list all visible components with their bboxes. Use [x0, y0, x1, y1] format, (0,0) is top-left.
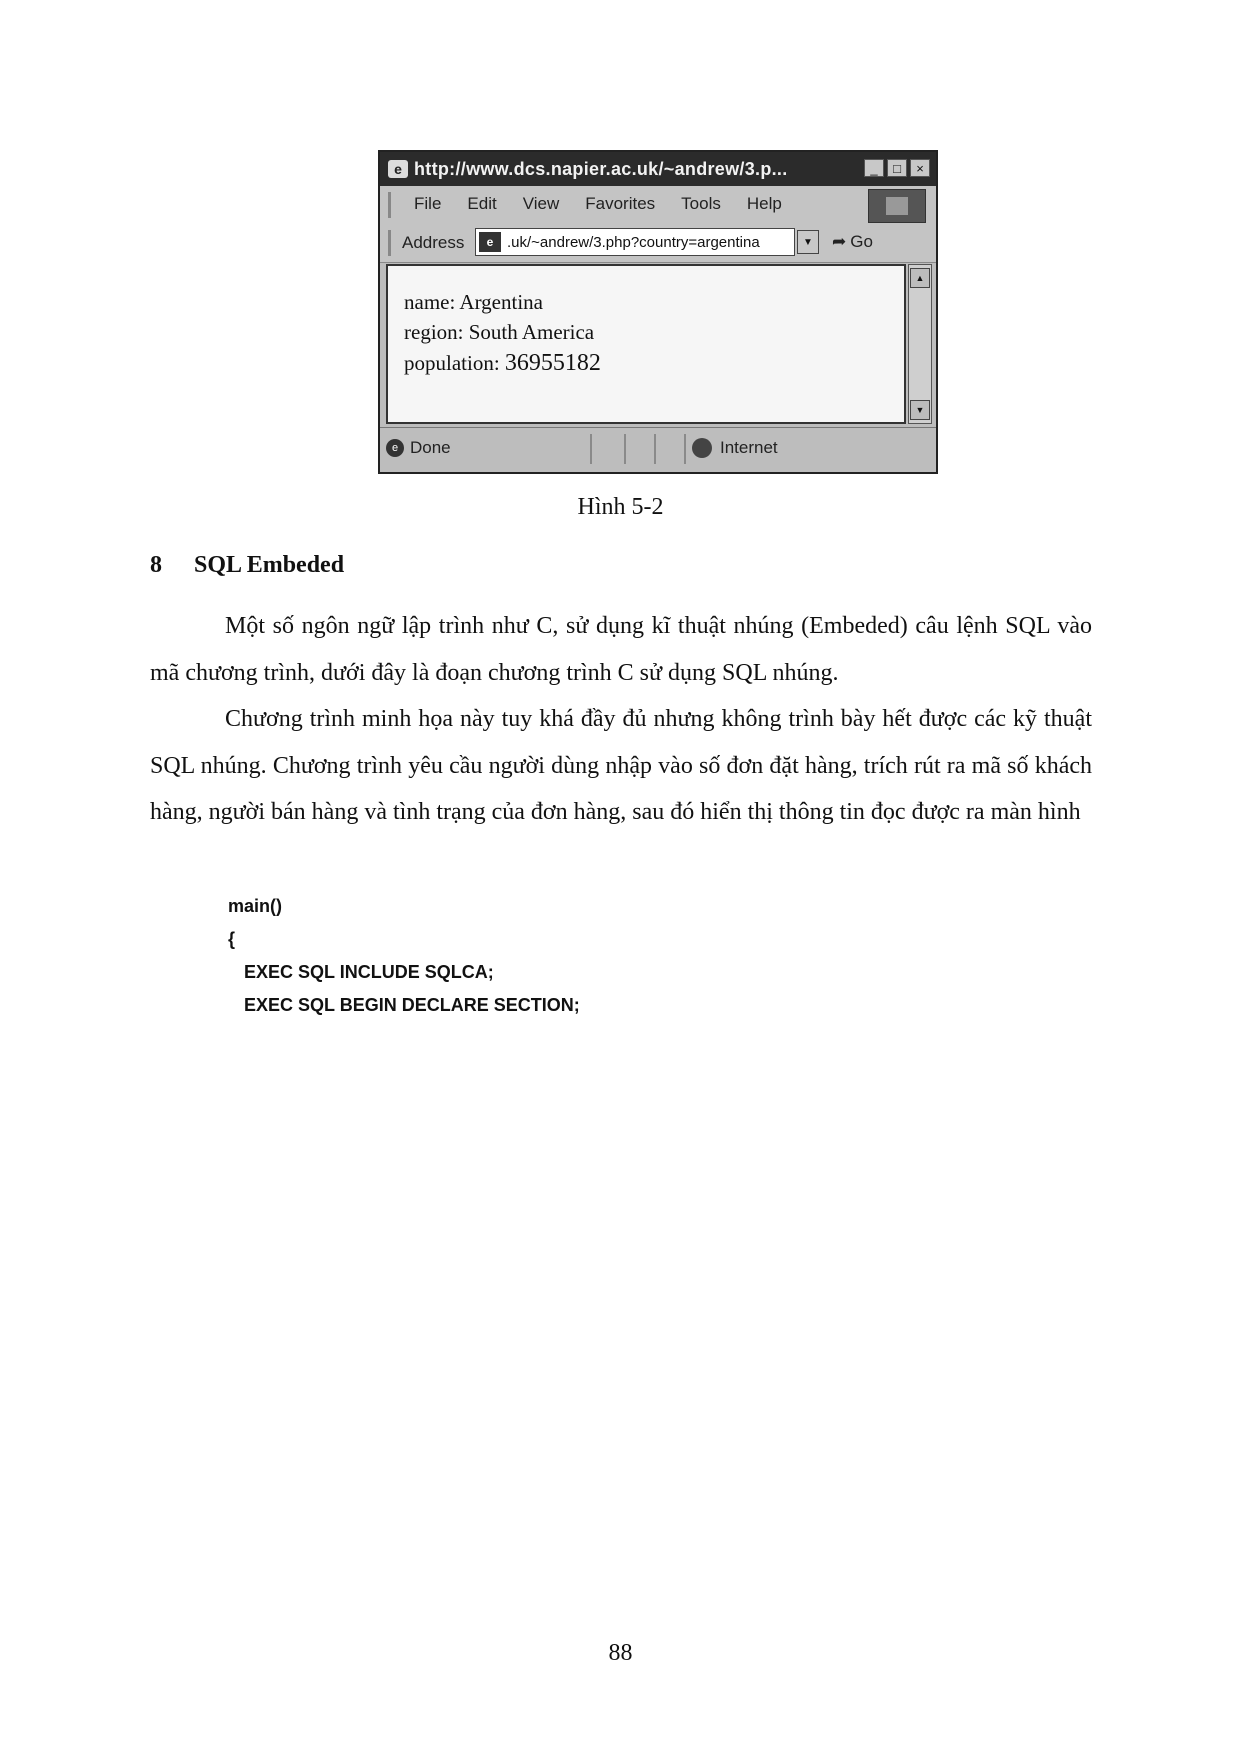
region-value: South America	[468, 320, 595, 344]
go-button[interactable]	[832, 232, 873, 252]
content-region-line	[404, 320, 594, 345]
status-divider	[684, 434, 686, 464]
section-heading	[150, 552, 344, 579]
content-population-line	[404, 350, 601, 377]
ie-icon: e	[388, 160, 408, 178]
go-label: Go	[850, 232, 873, 251]
region-label: region:	[404, 320, 464, 344]
browser-titlebar	[380, 152, 936, 186]
menu-edit[interactable]: Edit	[467, 194, 497, 213]
scroll-down-icon[interactable]: ▼	[910, 400, 930, 420]
section-number: 8	[150, 552, 162, 578]
go-arrow-icon: ➦	[832, 232, 847, 251]
toolbar-grip	[388, 192, 391, 218]
ie-status-icon: e	[386, 439, 404, 457]
page-content	[386, 264, 906, 424]
window-controls	[864, 159, 930, 177]
menu-file[interactable]: File	[414, 194, 442, 213]
status-divider	[654, 434, 656, 464]
paragraph: Chương trình minh họa này tuy khá đầy đủ nhưng không trình bày hết được các kỹ thuật SQL nhúng. Chương trình yêu cầu người dùng nhập vào số đơn đặt hàng, trích rút ra mã số khách hàng, người bán hàng và tình trạng của đơn hàng, sau đó hiển thị thông tin đọc được ra màn hình	[150, 706, 1092, 825]
name-value: Argentina	[459, 290, 543, 314]
menu-favorites[interactable]: Favorites	[585, 194, 656, 213]
population-label: population:	[404, 351, 500, 375]
page-number: 88	[608, 1640, 633, 1666]
status-done	[386, 438, 451, 458]
section-title: SQL Embeded	[194, 552, 345, 578]
globe-icon	[692, 438, 712, 458]
menu-tools[interactable]: Tools	[681, 194, 721, 213]
address-url[interactable]: .uk/~andrew/3.php?country=argentina	[507, 233, 760, 251]
zone-text: Internet	[720, 438, 778, 457]
close-button[interactable]: ×	[910, 159, 930, 177]
status-divider	[590, 434, 592, 464]
status-zone	[692, 438, 778, 458]
throbber-icon	[868, 189, 926, 223]
content-name-line	[404, 290, 543, 315]
address-bar	[380, 224, 936, 263]
address-input[interactable]	[475, 228, 795, 256]
code-line: {	[228, 929, 236, 949]
code-line: main()	[228, 896, 282, 916]
code-line: EXEC SQL BEGIN DECLARE SECTION;	[244, 995, 580, 1015]
scroll-up-icon[interactable]: ▲	[910, 268, 930, 288]
paragraph: Một số ngôn ngữ lập trình như C, sử dụng kĩ thuật nhúng (Embeded) câu lệnh SQL vào mã chương trình, dưới đây là đoạn chương trình C sử dụng SQL nhúng.	[150, 613, 1092, 686]
menubar	[380, 186, 936, 225]
address-label: Address	[402, 233, 465, 252]
maximize-button[interactable]: □	[887, 159, 907, 177]
status-bar	[380, 427, 936, 472]
population-value: 36955182	[504, 350, 601, 376]
menu-view[interactable]: View	[522, 194, 560, 213]
name-label: name:	[404, 290, 456, 314]
status-divider	[624, 434, 626, 464]
address-dropdown-button[interactable]: ▼	[797, 230, 819, 254]
status-text: Done	[410, 438, 451, 457]
browser-screenshot	[378, 150, 938, 474]
toolbar-grip	[388, 230, 391, 256]
minimize-button[interactable]: _	[864, 159, 884, 177]
menu-help[interactable]: Help	[746, 194, 782, 213]
code-block	[228, 890, 580, 1022]
figure-caption: Hình 5-2	[577, 494, 664, 520]
code-line: EXEC SQL INCLUDE SQLCA;	[244, 962, 494, 982]
page-icon: e	[479, 232, 501, 252]
browser-title: http://www.dcs.napier.ac.uk/~andrew/3.p...	[414, 158, 788, 179]
vertical-scrollbar[interactable]	[908, 264, 932, 424]
